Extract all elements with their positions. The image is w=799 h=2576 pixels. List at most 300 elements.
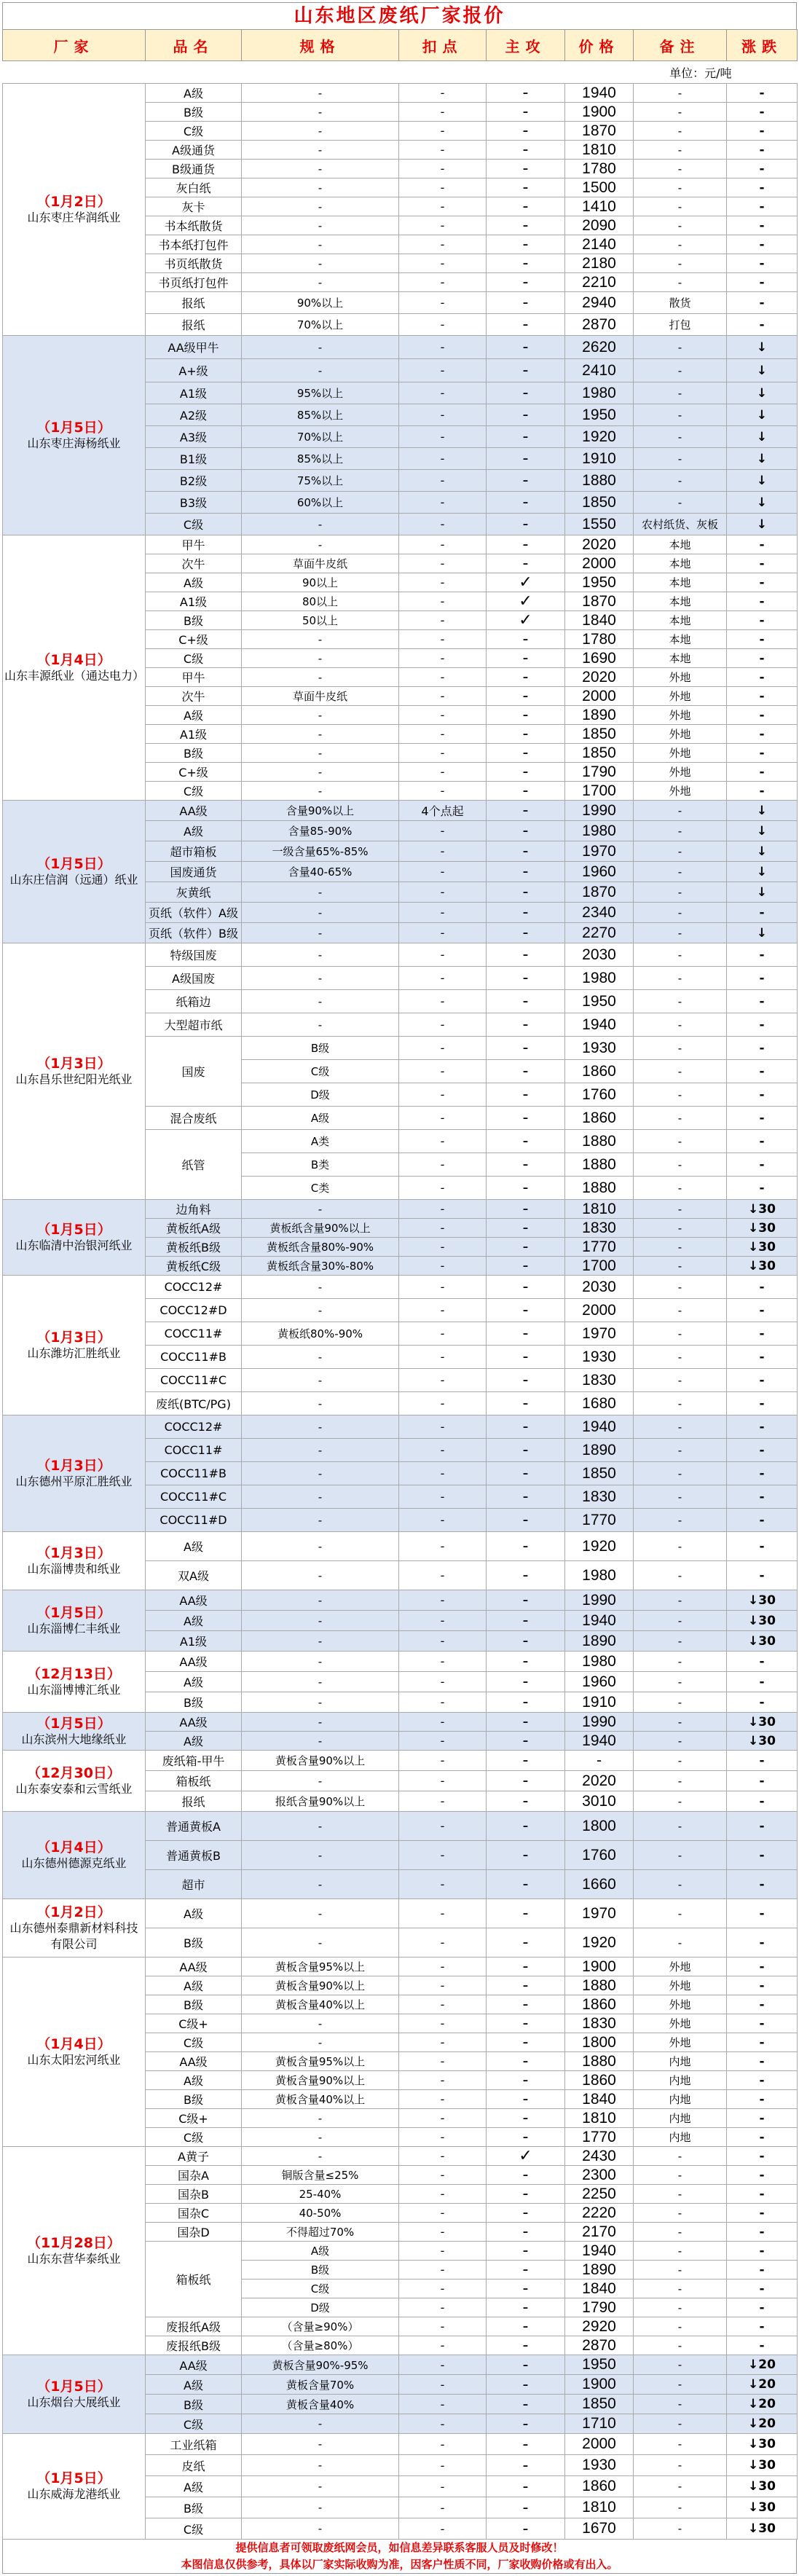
main-cell: - (487, 1439, 565, 1462)
change-cell: - (727, 2090, 798, 2109)
product-cell: COCC11# (146, 1322, 242, 1346)
deduct-cell: - (399, 2317, 487, 2336)
note-cell: - (634, 2261, 727, 2279)
change-cell: - (727, 782, 798, 801)
price-table (2, 29, 798, 2540)
change-cell: - (727, 1957, 798, 1976)
change-cell: ↓ (727, 336, 798, 359)
deduct-cell: - (399, 706, 487, 725)
note-cell: 本地 (634, 554, 727, 573)
deduct-cell: - (399, 725, 487, 744)
product-cell: 超市 (146, 1870, 242, 1899)
spec-cell: C类 (242, 1177, 399, 1200)
deduct-cell: - (399, 1631, 487, 1652)
change-cell: - (727, 2014, 798, 2033)
note-cell: - (634, 2375, 727, 2395)
note-cell: - (634, 923, 727, 943)
deduct-cell: - (399, 1238, 487, 1257)
price-cell: 1930 (565, 1037, 634, 1060)
factory-date: （1月5日） (36, 1221, 111, 1238)
deduct-cell: - (399, 448, 487, 470)
spec-cell: 95%以上 (242, 382, 399, 404)
note-cell: - (634, 160, 727, 178)
change-cell: - (727, 2033, 798, 2052)
spec-cell: - (242, 1771, 399, 1791)
change-cell: - (727, 2109, 798, 2128)
note-cell: - (634, 990, 727, 1013)
main-cell: - (487, 1299, 565, 1322)
spec-cell: - (242, 923, 399, 943)
change-cell: ↓ (727, 470, 798, 492)
price-cell: 2430 (565, 2147, 634, 2166)
product-cell: 页纸（软件）A级 (146, 903, 242, 923)
change-cell: - (727, 2242, 798, 2261)
price-cell: 1990 (565, 1590, 634, 1611)
price-cell: 1860 (565, 2476, 634, 2497)
deduct-cell: - (399, 2279, 487, 2298)
spec-cell: B级 (242, 1037, 399, 1060)
change-cell: - (727, 1870, 798, 1899)
change-cell: - (727, 2071, 798, 2090)
factory-date: （1月2日） (36, 193, 111, 210)
price-cell: 2020 (565, 535, 634, 554)
header-row (3, 30, 798, 61)
deduct-cell: - (399, 2033, 487, 2052)
main-cell: - (487, 2052, 565, 2071)
main-cell: - (487, 1346, 565, 1369)
price-cell: 1830 (565, 1485, 634, 1509)
price-cell: 1920 (565, 1532, 634, 1561)
note-cell: - (634, 1276, 727, 1299)
note-cell: 外地 (634, 1976, 727, 1995)
spec-cell: - (242, 1415, 399, 1439)
price-cell: 1940 (565, 1415, 634, 1439)
spec-cell: - (242, 235, 399, 254)
main-cell: - (487, 2279, 565, 2298)
factory-cell (3, 336, 146, 535)
change-cell: ↓20 (727, 2395, 798, 2414)
note-cell: - (634, 2279, 727, 2298)
main-cell: - (487, 744, 565, 763)
change-cell: ↓30 (727, 1611, 798, 1631)
deduct-cell: - (399, 535, 487, 554)
change-cell: - (727, 1928, 798, 1957)
product-cell: 废纸箱-甲牛 (146, 1751, 242, 1771)
main-cell: - (487, 1083, 565, 1107)
main-cell: - (487, 2090, 565, 2109)
change-cell: - (727, 216, 798, 235)
price-cell: 2180 (565, 254, 634, 273)
spec-cell: - (242, 1346, 399, 1369)
main-cell: ✓ (487, 2147, 565, 2166)
deduct-cell: - (399, 1532, 487, 1561)
price-cell: 1980 (565, 967, 634, 990)
price-cell: 1860 (565, 1995, 634, 2014)
deduct-cell: - (399, 336, 487, 359)
deduct-cell: - (399, 1177, 487, 1200)
main-cell: - (487, 2014, 565, 2033)
change-cell: ↓30 (727, 1732, 798, 1751)
deduct-cell: - (399, 178, 487, 197)
main-cell: - (487, 782, 565, 801)
price-cell: 1870 (565, 592, 634, 611)
price-cell: 2920 (565, 2317, 634, 2336)
price-cell: 1880 (565, 470, 634, 492)
main-cell: - (487, 359, 565, 382)
price-cell: 1950 (565, 2355, 634, 2375)
price-cell: 1780 (565, 160, 634, 178)
main-cell: - (487, 668, 565, 687)
product-cell: 报纸 (146, 314, 242, 336)
note-cell: - (634, 273, 727, 292)
product-cell: 普通黄板A (146, 1812, 242, 1841)
price-cell: 1760 (565, 1841, 634, 1870)
change-cell: ↓30 (727, 1257, 798, 1276)
change-cell: - (727, 1346, 798, 1369)
spec-cell: A级 (242, 1107, 399, 1130)
table-row (3, 2147, 798, 2166)
product-cell: AA级 (146, 1713, 242, 1732)
price-cell: 1890 (565, 706, 634, 725)
price-cell: 1770 (565, 2128, 634, 2147)
product-cell: COCC11#B (146, 1462, 242, 1485)
price-cell: 1700 (565, 782, 634, 801)
product-cell: C级 (146, 649, 242, 668)
main-cell: - (487, 1257, 565, 1276)
spec-cell: B级 (242, 2261, 399, 2279)
main-cell: - (487, 2128, 565, 2147)
change-cell: - (727, 314, 798, 336)
note-cell: - (634, 2166, 727, 2185)
product-cell: 次牛 (146, 554, 242, 573)
spec-cell: - (242, 1841, 399, 1870)
deduct-cell: - (399, 611, 487, 630)
note-cell: - (634, 426, 727, 448)
product-cell: COCC12# (146, 1415, 242, 1439)
main-cell: - (487, 1462, 565, 1485)
table-row (3, 1957, 798, 1976)
product-cell: 普通黄板B (146, 1841, 242, 1870)
product-cell: B级 (146, 2497, 242, 2518)
spec-cell: - (242, 763, 399, 782)
deduct-cell: - (399, 404, 487, 426)
change-cell: ↓30 (727, 2518, 798, 2540)
change-cell: - (727, 1751, 798, 1771)
spec-cell: - (242, 197, 399, 216)
deduct-cell: - (399, 1928, 487, 1957)
deduct-cell: - (399, 2242, 487, 2261)
product-cell: 黄板纸C级 (146, 1257, 242, 1276)
main-cell: - (487, 1219, 565, 1238)
factory-cell (3, 1200, 146, 1276)
price-cell: 1770 (565, 1238, 634, 1257)
price-cell: 1890 (565, 1631, 634, 1652)
deduct-cell: - (399, 1976, 487, 1995)
change-cell: - (727, 1976, 798, 1995)
spec-cell: - (242, 2497, 399, 2518)
change-cell: ↓ (727, 359, 798, 382)
note-cell: - (634, 2497, 727, 2518)
main-cell: - (487, 2033, 565, 2052)
change-cell: - (727, 1392, 798, 1415)
change-cell: ↓30 (727, 2434, 798, 2455)
product-cell: A级 (146, 84, 242, 103)
change-cell: - (727, 178, 798, 197)
spec-cell: - (242, 2434, 399, 2455)
note-cell: - (634, 1346, 727, 1369)
product-cell: A黄子 (146, 2147, 242, 2166)
main-cell: - (487, 649, 565, 668)
note-cell: - (634, 1083, 727, 1107)
change-cell: - (727, 1060, 798, 1083)
note-cell: 本地 (634, 649, 727, 668)
price-cell: 1960 (565, 862, 634, 882)
spec-cell: - (242, 2414, 399, 2434)
main-cell: - (487, 1672, 565, 1692)
factory-name: 山东潍坊汇胜纸业 (27, 1346, 121, 1360)
product-cell: C+级 (146, 630, 242, 649)
note-cell: - (634, 2395, 727, 2414)
price-cell: 1940 (565, 1611, 634, 1631)
change-cell: - (727, 254, 798, 273)
deduct-cell: - (399, 2355, 487, 2375)
product-cell: 皮纸 (146, 2455, 242, 2476)
change-cell: - (727, 2052, 798, 2071)
factory-cell (3, 1276, 146, 1415)
spec-cell: - (242, 359, 399, 382)
price-cell: 1410 (565, 197, 634, 216)
factory-cell (3, 1751, 146, 1812)
main-cell: - (487, 1631, 565, 1652)
spec-cell: 含量90%以上 (242, 801, 399, 821)
table-row (3, 1812, 798, 1841)
main-cell: - (487, 725, 565, 744)
note-cell: - (634, 1257, 727, 1276)
deduct-cell: - (399, 967, 487, 990)
deduct-cell: - (399, 882, 487, 903)
factory-name: 山东临清中治银河纸业 (15, 1238, 133, 1252)
note-cell: - (634, 492, 727, 514)
deduct-cell: - (399, 592, 487, 611)
product-cell: 书本纸打包件 (146, 235, 242, 254)
product-cell: A级 (146, 2476, 242, 2497)
price-cell: 1960 (565, 1672, 634, 1692)
price-cell: 2410 (565, 359, 634, 382)
price-cell: 1940 (565, 2242, 634, 2261)
main-cell: - (487, 1751, 565, 1771)
factory-cell (3, 84, 146, 336)
main-cell: - (487, 197, 565, 216)
footer-notes (2, 2540, 797, 2574)
note-cell: - (634, 122, 727, 141)
main-cell: - (487, 2223, 565, 2242)
main-cell: - (487, 1037, 565, 1060)
main-cell: - (487, 1238, 565, 1257)
product-cell: 纸箱边 (146, 990, 242, 1013)
price-cell: 1940 (565, 84, 634, 103)
deduct-cell: - (399, 1369, 487, 1392)
spec-cell: 75%以上 (242, 470, 399, 492)
deduct-cell: - (399, 1060, 487, 1083)
price-cell: 2170 (565, 2223, 634, 2242)
price-cell: 1690 (565, 649, 634, 668)
deduct-cell: - (399, 821, 487, 841)
main-cell: - (487, 292, 565, 314)
change-cell: - (727, 1841, 798, 1870)
spec-cell: - (242, 967, 399, 990)
deduct-cell: - (399, 2185, 487, 2204)
main-cell: - (487, 841, 565, 862)
header-change: 涨跌 (727, 30, 798, 61)
note-cell: 内地 (634, 2109, 727, 2128)
spec-cell: 黄板含量70% (242, 2375, 399, 2395)
main-cell: - (487, 2375, 565, 2395)
main-cell: - (487, 1130, 565, 1153)
price-cell: 1790 (565, 763, 634, 782)
main-cell: - (487, 470, 565, 492)
product-cell: C级 (146, 2414, 242, 2434)
change-cell: - (727, 668, 798, 687)
spec-cell: （含量≥80%） (242, 2336, 399, 2355)
deduct-cell: - (399, 1751, 487, 1771)
spec-cell: - (242, 903, 399, 923)
change-cell: - (727, 2298, 798, 2317)
price-cell: 1940 (565, 1013, 634, 1037)
note-cell: - (634, 2476, 727, 2497)
price-cell: 1780 (565, 630, 634, 649)
main-cell: - (487, 1771, 565, 1791)
spec-cell: - (242, 630, 399, 649)
product-cell: 国杂A (146, 2166, 242, 2185)
deduct-cell: - (399, 2395, 487, 2414)
price-cell: 1970 (565, 841, 634, 862)
change-cell: - (727, 1013, 798, 1037)
spec-cell: - (242, 84, 399, 103)
main-cell: - (487, 2317, 565, 2336)
note-cell: - (634, 1299, 727, 1322)
table-row (3, 1415, 798, 1439)
deduct-cell: - (399, 1037, 487, 1060)
note-cell: - (634, 1672, 727, 1692)
change-cell: ↓30 (727, 2476, 798, 2497)
product-cell: A1级 (146, 1631, 242, 1652)
price-cell: 1710 (565, 2414, 634, 2434)
note-cell: - (634, 1751, 727, 1771)
note-cell: 内地 (634, 2071, 727, 2090)
change-cell: - (727, 1130, 798, 1153)
table-row (3, 336, 798, 359)
price-cell: 2020 (565, 668, 634, 687)
product-cell: C级 (146, 2033, 242, 2052)
price-cell: 1980 (565, 1561, 634, 1590)
main-cell: - (487, 821, 565, 841)
factory-date: （1月5日） (36, 1604, 111, 1621)
price-cell: 1990 (565, 801, 634, 821)
spec-cell: 黄板纸含量80%-90% (242, 1238, 399, 1257)
main-cell: - (487, 801, 565, 821)
main-cell: - (487, 254, 565, 273)
spec-cell: 黄板纸80%-90% (242, 1322, 399, 1346)
note-cell: - (634, 1870, 727, 1899)
factory-date: （1月5日） (36, 855, 111, 872)
main-cell: - (487, 943, 565, 967)
main-cell: - (487, 630, 565, 649)
product-cell: 次牛 (146, 687, 242, 706)
spec-cell: - (242, 1200, 399, 1219)
note-cell: - (634, 1392, 727, 1415)
change-cell: - (727, 1037, 798, 1060)
deduct-cell: - (399, 1013, 487, 1037)
change-cell: - (727, 1299, 798, 1322)
spec-cell: 黄板含量90%以上 (242, 1976, 399, 1995)
product-cell: A级 (146, 1976, 242, 1995)
main-cell: - (487, 1532, 565, 1561)
product-cell: 书本纸散货 (146, 216, 242, 235)
price-cell: 1700 (565, 1257, 634, 1276)
price-cell: 1900 (565, 1957, 634, 1976)
price-cell: 1880 (565, 1177, 634, 1200)
table-row (3, 1713, 798, 1732)
note-cell: 本地 (634, 611, 727, 630)
note-cell: - (634, 2434, 727, 2455)
note-cell: - (634, 1841, 727, 1870)
table-row (3, 1652, 798, 1672)
note-cell: - (634, 141, 727, 160)
deduct-cell: - (399, 1611, 487, 1631)
price-cell: 2940 (565, 292, 634, 314)
main-cell: - (487, 2434, 565, 2455)
table-row (3, 1590, 798, 1611)
product-cell: B3级 (146, 492, 242, 514)
factory-cell (3, 1590, 146, 1652)
spec-cell: A级 (242, 2242, 399, 2261)
price-cell: 1870 (565, 122, 634, 141)
factory-cell (3, 2147, 146, 2355)
main-cell: - (487, 1322, 565, 1346)
note-cell: - (634, 903, 727, 923)
spec-cell: - (242, 744, 399, 763)
product-cell: B级 (146, 2395, 242, 2414)
change-cell: ↓30 (727, 1631, 798, 1652)
note-cell: - (634, 2204, 727, 2223)
note-cell: 本地 (634, 535, 727, 554)
price-cell: 2870 (565, 2336, 634, 2355)
spec-cell: - (242, 1392, 399, 1415)
price-cell: 2300 (565, 2166, 634, 2185)
main-cell: - (487, 554, 565, 573)
main-cell: - (487, 763, 565, 782)
change-cell: - (727, 1692, 798, 1713)
deduct-cell: - (399, 1692, 487, 1713)
change-cell: ↓30 (727, 2497, 798, 2518)
note-cell: - (634, 1219, 727, 1238)
note-cell: 本地 (634, 573, 727, 592)
factory-date: （11月28日） (27, 2234, 121, 2251)
change-cell: - (727, 141, 798, 160)
main-cell: - (487, 448, 565, 470)
deduct-cell: - (399, 763, 487, 782)
note-cell: - (634, 1771, 727, 1791)
change-cell: - (727, 1153, 798, 1177)
note-cell: - (634, 862, 727, 882)
spec-cell: 25-40% (242, 2185, 399, 2204)
product-cell: A级 (146, 1532, 242, 1561)
deduct-cell: - (399, 649, 487, 668)
product-cell: A级 (146, 1899, 242, 1928)
product-cell: COCC11# (146, 1439, 242, 1462)
factory-date: （1月5日） (36, 2470, 111, 2486)
product-cell: 超市箱板 (146, 841, 242, 862)
